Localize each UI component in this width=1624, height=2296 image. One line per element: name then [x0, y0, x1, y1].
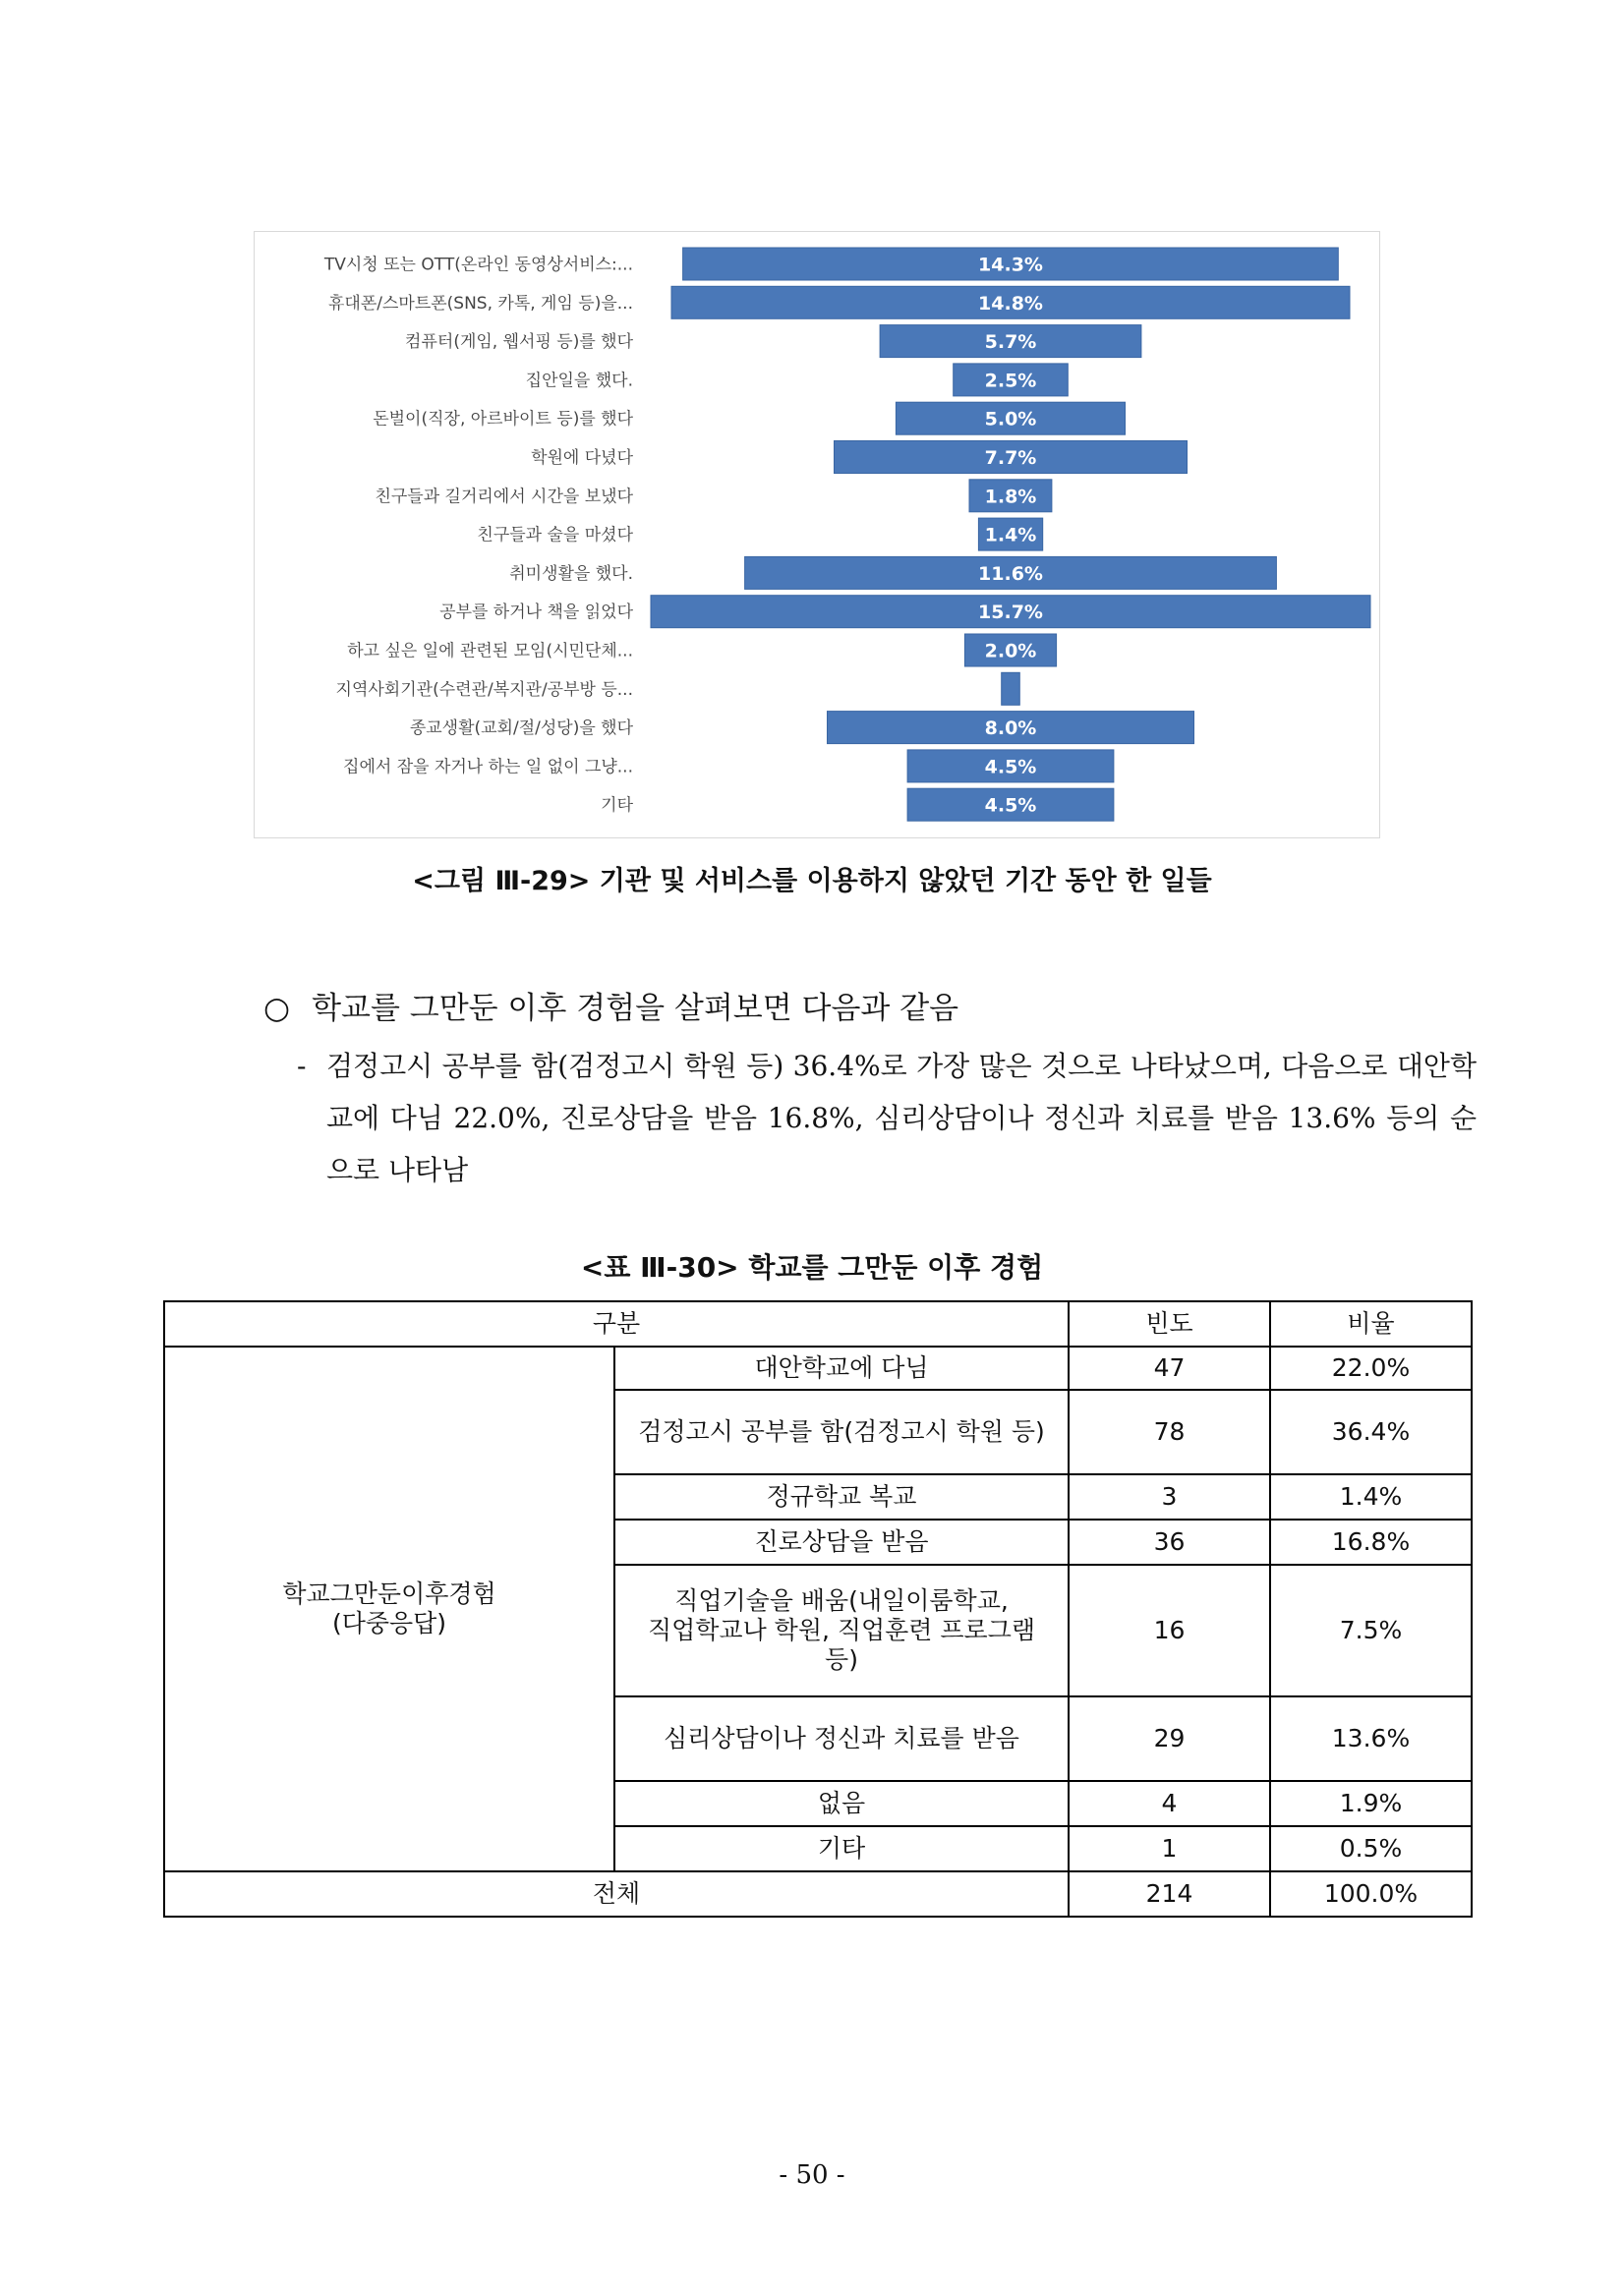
- bullet-text: 검정고시 공부를 함(검정고시 학원 등) 36.4%로 가장 많은 것으로 나타났으며, 다음으로 대안학교에 다님 22.0%, 진로상담을 받음 16.8%, 심리상담이나 정신과 치료를 받음 13.6% 등의 순으로 나타남: [326, 1050, 1477, 1186]
- item-cell: 직업기술을 배움(내일이룸학교, 직업학교나 학원, 직업훈련 프로그램 등): [614, 1565, 1069, 1696]
- category-label-9: 공부를 하거나 책을 읽었다: [439, 603, 633, 623]
- table-caption: <표 Ⅲ-30> 학교를 그만둔 이후 경험: [580, 1251, 1044, 1284]
- item-cell: 검정고시 공부를 함(검정고시 학원 등): [614, 1390, 1069, 1474]
- value-label-9: 15.7%: [978, 602, 1043, 624]
- frequency-cell: 78: [1069, 1390, 1270, 1474]
- category-label-7: 친구들과 술을 마셨다: [477, 525, 633, 545]
- bullet-paragraph: [297, 1040, 1477, 1196]
- item-cell: 심리상담이나 정신과 치료를 받음: [614, 1696, 1069, 1781]
- item-cell: 기타: [614, 1826, 1069, 1871]
- frequency-cell: 36: [1069, 1520, 1270, 1565]
- category-label-2: 컴퓨터(게임, 웹서핑 등)를 했다: [405, 332, 633, 353]
- value-label-13: 4.5%: [984, 756, 1037, 778]
- experience-table: [163, 1300, 1473, 1918]
- bar-11: [1002, 672, 1020, 705]
- table-header-row: [164, 1301, 1472, 1347]
- dash-bullet: -: [297, 1050, 307, 1082]
- frequency-cell: 29: [1069, 1696, 1270, 1781]
- value-label-3: 2.5%: [984, 370, 1037, 392]
- value-label-8: 11.6%: [978, 562, 1043, 585]
- category-label-1: 휴대폰/스마트폰(SNS, 카톡, 게임 등)을...: [327, 293, 633, 314]
- category-label-5: 학원에 다녔다: [531, 448, 633, 468]
- item-cell: 대안학교에 다님: [614, 1347, 1069, 1390]
- ratio-cell: 22.0%: [1270, 1347, 1472, 1390]
- ratio-cell: 1.4%: [1270, 1474, 1472, 1520]
- value-label-12: 8.0%: [984, 718, 1037, 740]
- ratio-cell: 1.9%: [1270, 1781, 1472, 1826]
- ratio-cell: 13.6%: [1270, 1696, 1472, 1781]
- bar-chart: [254, 231, 1380, 838]
- category-label-8: 취미생활을 했다.: [509, 563, 633, 584]
- ratio-cell: 16.8%: [1270, 1520, 1472, 1565]
- header-frequency: 빈도: [1069, 1301, 1270, 1347]
- value-label-14: 4.5%: [984, 794, 1037, 817]
- total-frequency-cell: 214: [1069, 1871, 1270, 1917]
- value-label-6: 1.8%: [984, 486, 1037, 508]
- figure-caption: <그림 Ⅲ-29> 기관 및 서비스를 이용하지 않았던 기간 동안 한 일들: [412, 866, 1212, 896]
- heading-text: 학교를 그만둔 이후 경험을 살펴보면 다음과 같음: [312, 991, 959, 1026]
- frequency-cell: 16: [1069, 1565, 1270, 1696]
- category-label-3: 집안일을 했다.: [525, 371, 633, 391]
- frequency-cell: 47: [1069, 1347, 1270, 1390]
- item-cell: 정규학교 복교: [614, 1474, 1069, 1520]
- category-label-11: 지역사회기관(수련관/복지관/공부방 등...: [335, 679, 633, 700]
- value-label-4: 5.0%: [984, 408, 1037, 430]
- ratio-cell: 7.5%: [1270, 1565, 1472, 1696]
- category-label-6: 친구들과 길거리에서 시간을 보냈다: [375, 487, 633, 507]
- page-number: - 50 -: [779, 2160, 845, 2190]
- table-row: [164, 1347, 1472, 1390]
- frequency-cell: 4: [1069, 1781, 1270, 1826]
- table-total-row: [164, 1871, 1472, 1917]
- category-label-4: 돈벌이(직장, 아르바이트 등)를 했다: [373, 409, 633, 430]
- value-label-0: 14.3%: [978, 254, 1043, 276]
- section-heading: [263, 983, 958, 1027]
- frequency-cell: 3: [1069, 1474, 1270, 1520]
- category-label-12: 종교생활(교회/절/성당)을 했다: [409, 718, 633, 739]
- value-label-1: 14.8%: [978, 292, 1043, 315]
- item-cell: 없음: [614, 1781, 1069, 1826]
- value-label-7: 1.4%: [984, 524, 1037, 546]
- total-ratio-cell: 100.0%: [1270, 1871, 1472, 1917]
- chart-svg: [255, 232, 1381, 839]
- value-label-2: 5.7%: [984, 331, 1037, 354]
- category-label-10: 하고 싶은 일에 관련된 모임(시민단체...: [347, 641, 633, 661]
- ratio-cell: 36.4%: [1270, 1390, 1472, 1474]
- header-ratio: 비율: [1270, 1301, 1472, 1347]
- circle-bullet-icon: ○: [263, 991, 291, 1026]
- total-label-cell: 전체: [164, 1871, 1069, 1917]
- header-category: 구분: [164, 1301, 1069, 1347]
- value-label-10: 2.0%: [984, 640, 1037, 662]
- category-label-0: TV시청 또는 OTT(온라인 동영상서비스:...: [323, 255, 633, 275]
- value-label-5: 7.7%: [984, 447, 1037, 469]
- category-label-14: 기타: [601, 795, 633, 816]
- ratio-cell: 0.5%: [1270, 1826, 1472, 1871]
- category-label-13: 집에서 잠을 자거나 하는 일 없이 그냥...: [343, 757, 633, 777]
- frequency-cell: 1: [1069, 1826, 1270, 1871]
- item-cell: 진로상담을 받음: [614, 1520, 1069, 1565]
- group-label-cell: 학교그만둔이후경험 (다중응답): [164, 1347, 614, 1871]
